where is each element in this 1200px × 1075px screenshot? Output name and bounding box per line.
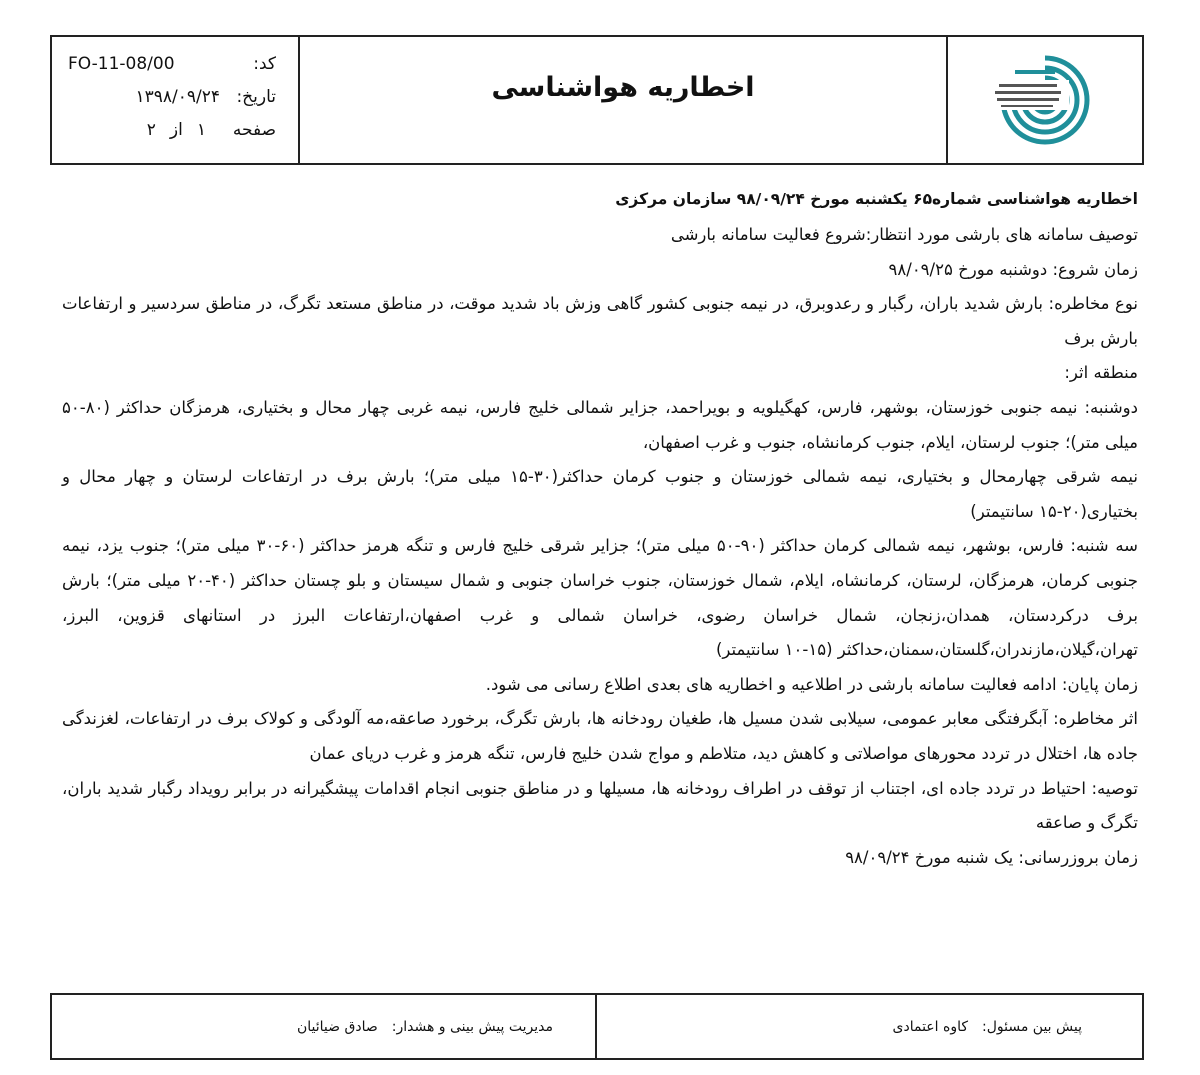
date-value: ۱۳۹۸/۰۹/۲۴ — [135, 86, 220, 107]
date-row — [68, 80, 276, 113]
page-total: ۲ — [146, 119, 156, 140]
end-time: زمان پایان: ادامه فعالیت سامانه بارشی در اطلاعیه و اخطاریه های بعدی اطلاع رسانی می شود. — [485, 674, 1138, 694]
page-label: صفحه — [232, 119, 276, 140]
logo-cell — [946, 37, 1142, 163]
code-row — [68, 47, 276, 80]
advice: توصیه: احتیاط در تردد جاده ای، اجتناب از توقف در اطراف رودخانه ها، مسیلها و در مناطق جنوبی انجام اقدامات پیشگیرانه در برابر رویداد رگبار شدید باران، تگرگ و صاعقه — [62, 778, 1138, 833]
document-footer — [50, 993, 1144, 1060]
page-current: ۱ — [196, 119, 206, 140]
manager-label: مدیریت پیش بینی و هشدار: — [391, 1018, 553, 1035]
impact-tuesday: سه شنبه: فارس، بوشهر، نیمه شمالی کرمان حداکثر (۹۰-۵۰ میلی متر)؛ جزایر شرقی خلیج فارس و تنگه هرمز حداکثر (۶۰-۳۰ میلی متر)؛ جنوب یزد، نیمه جنوبی کرمان، هرمزگان، لرستان، کرمانشاه، ایلام، شمال خوزستان، جنوب خراسان جنوبی و شمال سیستان و بلو چستان حداکثر (۴۰-۲۰ میلی متر)؛ بارش برف درکردستان، همدان،زنجان، شمال خراسان رضوی، خراسان شمالی و غرب اصفهان،ارتفاعات البرز در استانهای قزوین، البرز، تهران،گیلان،مازندران،گلستان،سمنان،حداکثر (۱۵-۱۰ سانتیمتر) — [62, 536, 1138, 660]
manager-name: صادق ضیائیان — [297, 1018, 378, 1035]
update-time: زمان بروزرسانی: یک شنبه مورخ ۹۸/۰۹/۲۴ — [845, 847, 1138, 867]
impact-monday-continued: نیمه شرقی چهارمحال و بختیاری، نیمه شمالی خوزستان و جنوب کرمان حداکثر(۳۰-۱۵ میلی متر)؛ بارش برف در ارتفاعات لرستان و چهار محال و بختیاری(۲۰-۱۵ سانتیمتر) — [62, 467, 1138, 521]
forecaster-label: پیش بین مسئول: — [982, 1018, 1082, 1035]
impact-area-label: منطقه اثر: — [1064, 363, 1138, 383]
start-time: زمان شروع: دوشنبه مورخ ۹۸/۰۹/۲۵ — [888, 259, 1138, 279]
forecaster-cell — [597, 995, 1142, 1058]
document-header — [50, 35, 1144, 165]
document-meta — [52, 37, 300, 163]
forecaster-name: کاوه اعتمادی — [892, 1018, 969, 1035]
code-value: FO-11-08/00 — [68, 53, 175, 74]
hazard-effect: اثر مخاطره: آبگرفتگی معابر عمومی، سیلابی شدن مسیل ها، طغیان رودخانه ها، بارش تگرگ، برخورد صاعقه،مه آلودگی و کولاک برف در ارتفاعات، لغزندگی جاده ها، اختلال در تردد محورهای مواصلاتی و کاهش دید، متلاطم و مواج شدن خلیج فارس، تنگه هرمز و غرب دریای عمان — [62, 709, 1138, 763]
system-description: توصیف سامانه های بارشی مورد انتظار:شروع فعالیت سامانه بارشی — [670, 225, 1138, 244]
page-row — [68, 113, 276, 146]
page-of: از — [169, 119, 183, 140]
impact-monday: دوشنبه: نیمه جنوبی خوزستان، بوشهر، فارس، کهگیلویه و بویراحمد، جزایر شمالی خلیج فارس، نیمه غربی چهار محال و بختیاری، هرمزگان حداکثر (۸۰-۵۰ میلی متر)؛ جنوب لرستان، ایلام، جنوب کرمانشاه، جنوب و غرب اصفهان، — [62, 397, 1138, 452]
bulletin-body — [62, 184, 1138, 875]
manager-cell — [52, 995, 597, 1058]
code-label: کد: — [253, 53, 276, 74]
bulletin-heading: اخطاریه هواشناسی شماره۶۵ یکشنبه مورخ ۹۸/۰۹/۲۴ سازمان مرکزی — [615, 190, 1138, 208]
hazard-type: نوع مخاطره: بارش شدید باران، رگبار و رعدوبرق، در نیمه جنوبی کشور گاهی وزش باد شدید موقت، در مناطق مستعد تگرگ، در مناطق سردسیر و ارتفاعات بارش برف — [62, 294, 1138, 348]
met-organization-logo-icon — [985, 50, 1105, 150]
document-title: اخطاریه هواشناسی — [491, 71, 755, 103]
date-label: تاریخ: — [236, 86, 276, 107]
